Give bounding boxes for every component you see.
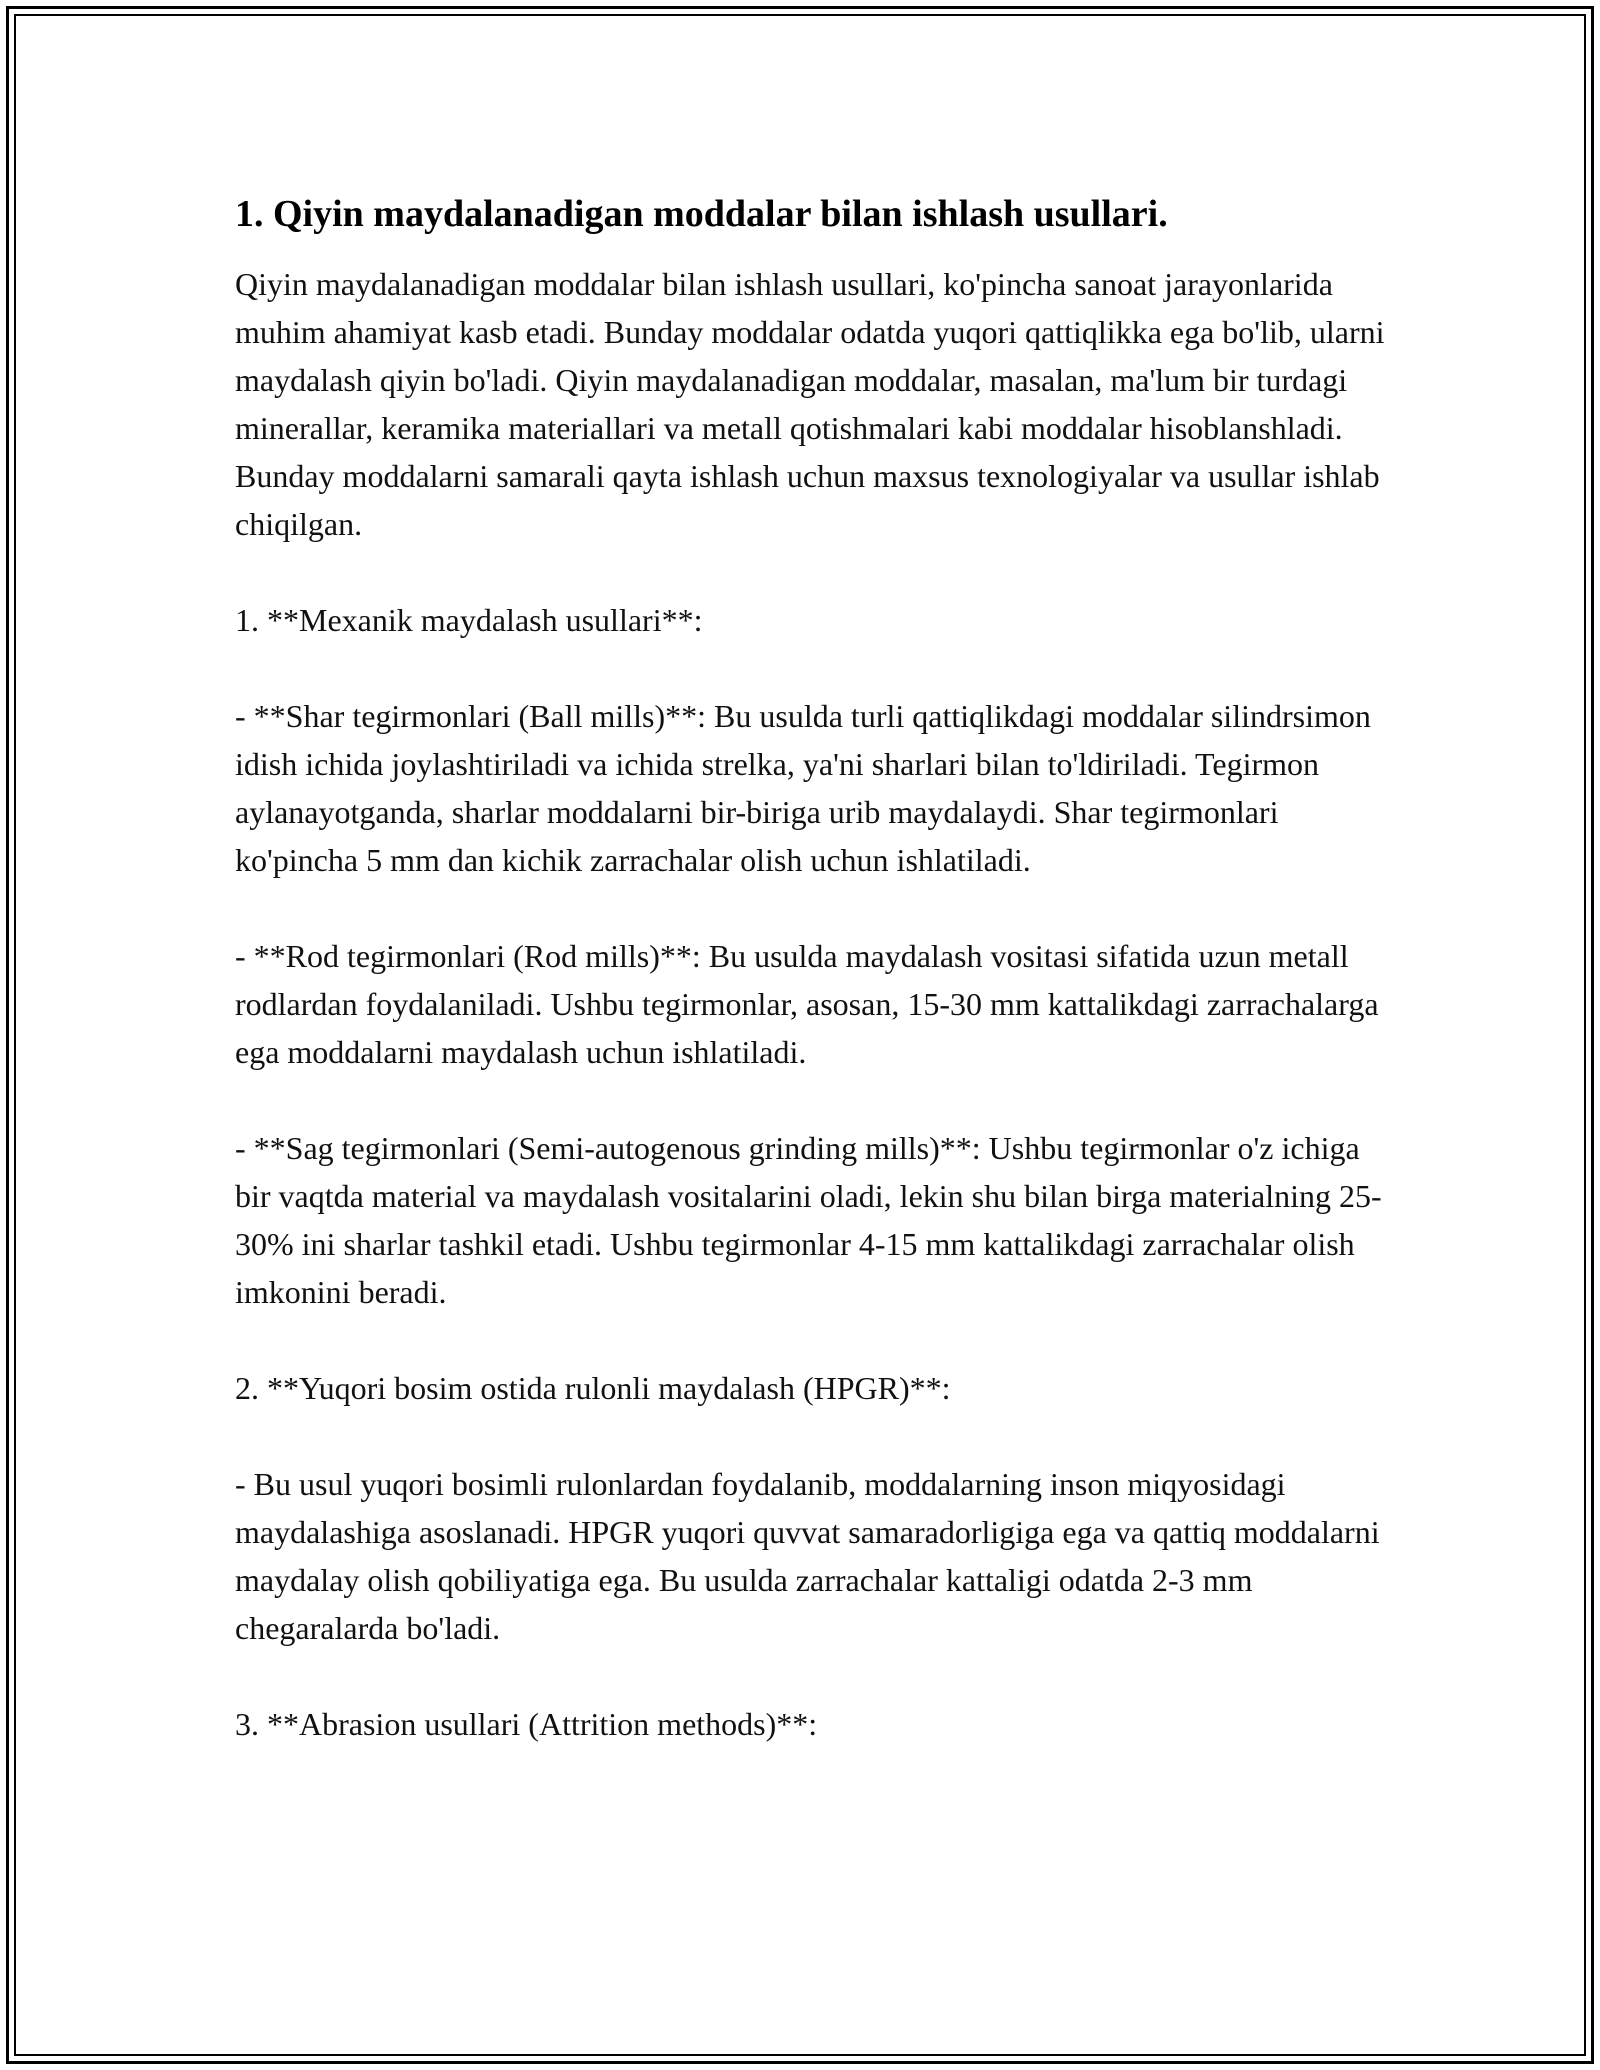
document-body: [235, 190, 1385, 1796]
ball-mills-paragraph: - **Shar tegirmonlari (Ball mills)**: Bu usulda turli qattiqlikdagi moddalar silindrsimon idish ichida joylashtiriladi va ichida strelka, ya'ni sharlari bilan to'ldiriladi. Tegirmon aylanayotganda, sharlar moddalarni bir-biriga urib maydalaydi. Shar tegirmonlari ko'pincha 5 mm dan kichik zarrachalar olish uchun ishlatiladi.: [235, 698, 1371, 878]
section-heading-abrasion: 3. **Abrasion usullari (Attrition methods)**:: [235, 1706, 818, 1742]
section-heading-mechanical: 1. **Mexanik maydalash usullari**:: [235, 602, 703, 638]
document-title: 1. Qiyin maydalanadigan moddalar bilan ishlash usullari.: [235, 193, 1168, 235]
hpgr-paragraph: - Bu usul yuqori bosimli rulonlardan foydalanib, moddalarning inson miqyosidagi maydalashiga asoslanadi. HPGR yuqori quvvat samaradorligiga ega va qattiq moddalarni maydalay olish qobiliyatiga ega. Bu usulda zarrachalar kattaligi odatda 2-3 mm chegaralarda bo'ladi.: [235, 1466, 1380, 1646]
intro-paragraph: Qiyin maydalanadigan moddalar bilan ishlash usullari, ko'pincha sanoat jarayonlarida muhim ahamiyat kasb etadi. Bunday moddalar odatda yuqori qattiqlikka ega bo'lib, ularni maydalash qiyin bo'ladi. Qiyin maydalanadigan moddalar, masalan, ma'lum bir turdagi minerallar, keramika materiallari va metall qotishmalari kabi moddalar hisoblanshladi. Bunday moddalarni samarali qayta ishlash uchun maxsus texnologiyalar va usullar ishlab chiqilgan.: [235, 266, 1385, 542]
section-heading-hpgr: 2. **Yuqori bosim ostida rulonli maydalash (HPGR)**:: [235, 1370, 951, 1406]
rod-mills-paragraph: - **Rod tegirmonlari (Rod mills)**: Bu usulda maydalash vositasi sifatida uzun metall rodlardan foydalaniladi. Ushbu tegirmonlar, asosan, 15-30 mm kattalikdagi zarrachalarga ega moddalarni maydalash uchun ishlatiladi.: [235, 938, 1379, 1070]
sag-mills-paragraph: - **Sag tegirmonlari (Semi-autogenous grinding mills)**: Ushbu tegirmonlar o'z ichiga bir vaqtda material va maydalash vositalarini oladi, lekin shu bilan birga materialning 25-30% ini sharlar tashkil etadi. Ushbu tegirmonlar 4-15 mm kattalikdagi zarrachalar olish imkonini beradi.: [235, 1130, 1382, 1310]
